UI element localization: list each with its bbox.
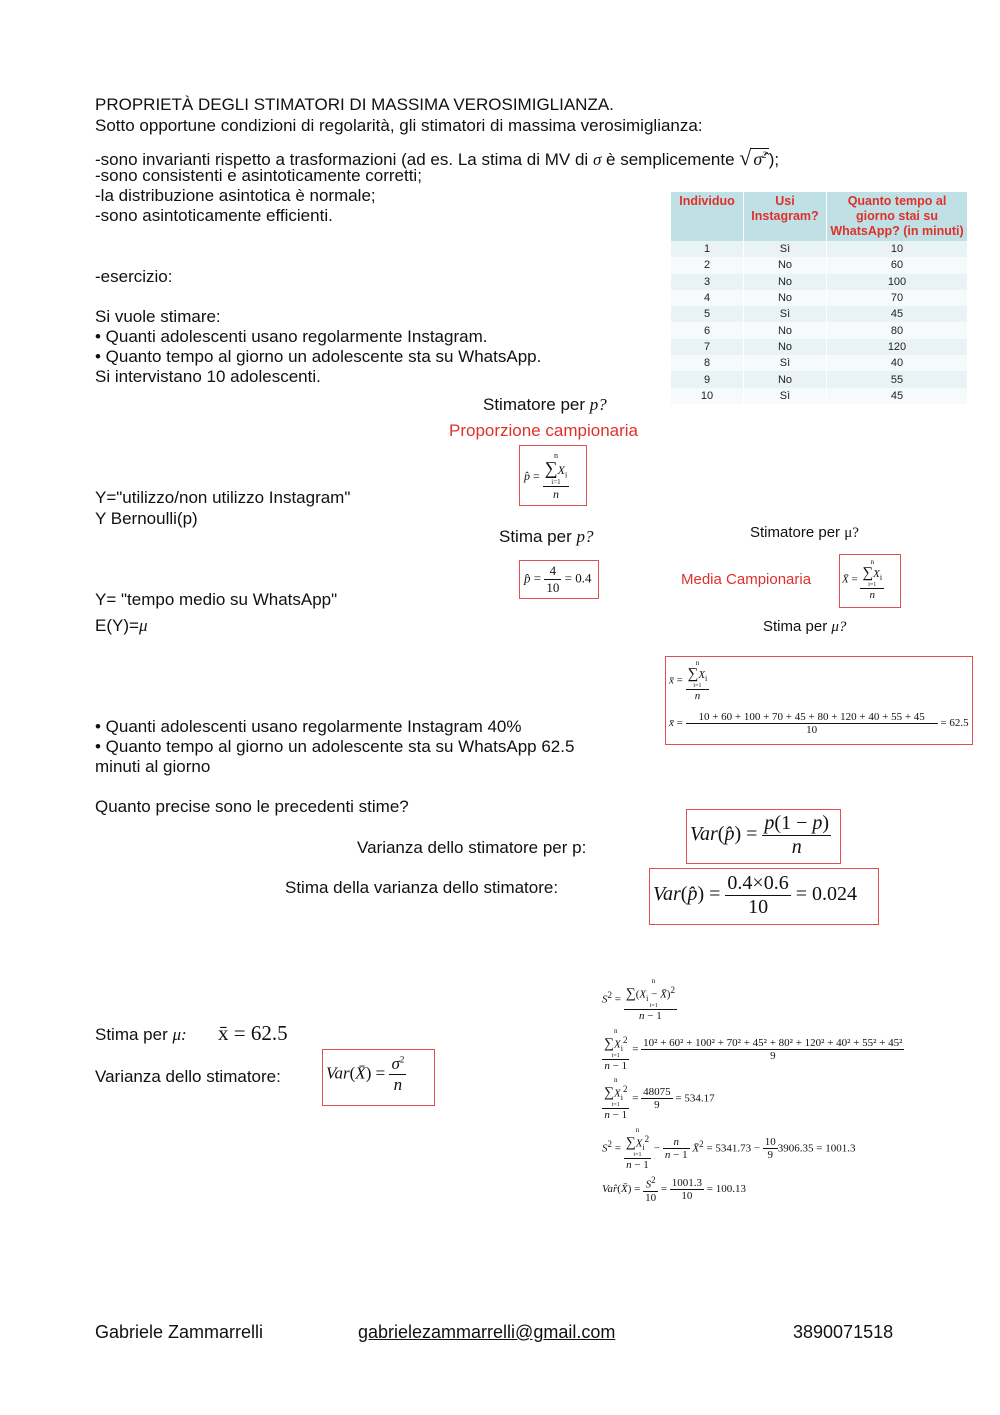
x-bar-den: 10 — [806, 724, 818, 736]
table-header-cell: Individuo — [671, 192, 744, 241]
s2-definition: $S^2$ = n $\sum(X_i$ − X̄)$^2$ i=1 n − 1 — [602, 977, 675, 1022]
var-hat-num: 1001.3 — [671, 1176, 703, 1189]
table-cell: 60 — [827, 257, 968, 273]
answer-2: • Quanto tempo al giorno un adolescente sta su WhatsApp 62.5 — [95, 737, 575, 756]
model-y4-prefix: E(Y)= — [95, 616, 139, 635]
table-header-cell: Quanto tempo al giorno stai su WhatsApp? (in minuti) — [827, 192, 968, 241]
p-hat-formula: p̂ = n $\sum X_i$ i=1 n — [524, 451, 568, 502]
exercise-label: -esercizio: — [95, 267, 173, 286]
model-y1: Y="utilizzo/non utilizzo Instagram" — [95, 488, 351, 507]
p-hat-formula-box — [519, 445, 587, 506]
p-hat-estimate: p̂ = $\frac{4}{10}$ = 0.4 — [524, 563, 592, 595]
table-cell: 2 — [671, 257, 744, 273]
x-bar-formula: X̄ = n $\sum X_i$ i=1 n — [842, 558, 883, 602]
mean-estimate-text: Stima per — [763, 618, 832, 635]
table-cell: 6 — [671, 322, 744, 338]
s2-coef-den: 9 — [767, 1149, 774, 1162]
sqrt-sigma-hat-squared: √ σ̂$^2$ — [739, 145, 767, 170]
mu-symbol: μ — [138, 616, 148, 635]
mu-estimate-value: x̄ = 62.5 — [218, 1021, 288, 1045]
footer-email-link[interactable]: gabrielezammarrelli@gmail.com — [358, 1322, 616, 1342]
table-cell: No — [744, 322, 827, 338]
p-hat-den: 10 — [546, 580, 560, 595]
table-cell: Sì — [744, 306, 827, 322]
table-cell: No — [744, 290, 827, 306]
table-row — [671, 371, 968, 387]
x-bar-formula-box — [839, 554, 901, 608]
table-cell: 10 — [671, 388, 744, 404]
table-cell: 3 — [671, 274, 744, 290]
var-x-bar-box — [322, 1049, 435, 1106]
exercise-bullet-1: • Quanti adolescenti usano regolarmente Instagram. — [95, 327, 488, 346]
s2-mean-sq: 534.17 — [684, 1092, 715, 1105]
mean-estimate-label — [763, 617, 846, 637]
proportion-estimator-text: Stimatore per — [483, 395, 590, 414]
model-y2: Y Bernoulli(p) — [95, 509, 198, 528]
table-cell: Sì — [744, 241, 827, 257]
table-cell: 40 — [827, 355, 968, 371]
p-hat-value: 0.4 — [575, 570, 592, 586]
table-cell: No — [744, 339, 827, 355]
proportion-estimate-label — [499, 527, 593, 547]
table-cell: 45 — [827, 306, 968, 322]
table-row — [671, 306, 968, 322]
s2-value-a: 5341.73 — [715, 1142, 752, 1155]
mean-estimate-var: μ? — [831, 619, 847, 635]
var-estimate-label: Stima della varianza dello stimatore: — [285, 878, 559, 897]
table-cell: 70 — [827, 290, 968, 306]
s2-result: 1001.3 — [825, 1142, 856, 1155]
table-row — [671, 290, 968, 306]
table-cell: 4 — [671, 290, 744, 306]
footer-phone: 3890071518 — [793, 1322, 894, 1342]
var-hat-result: 100.13 — [715, 1182, 746, 1195]
mu-estimate-text: Stima per — [95, 1025, 173, 1044]
table-cell: 100 — [827, 274, 968, 290]
table-row — [671, 322, 968, 338]
table-cell: 9 — [671, 371, 744, 387]
precision-question: Quanto precise sono le precedenti stime? — [95, 797, 409, 816]
table-cell: Sì — [744, 388, 827, 404]
mu-estimate-var: μ: — [172, 1025, 187, 1044]
proportion-estimate-var: p? — [576, 527, 594, 546]
s2-value-b: 3906.35 — [777, 1142, 814, 1155]
s2-computation: $S^2$ = n $\sum X_i^2$ i=1 n − 1 − $\frac{n}{n - 1}$ X̄$^2$ = 5341.73 − $\frac{10}{9}$ 3906.35 = 1001.3 — [602, 1126, 856, 1171]
var-est-num: 0.4×0.6 — [727, 872, 789, 894]
table-cell: 1 — [671, 241, 744, 257]
s2-square-terms: 10² + 60² + 100² + 70² + 45² + 80² + 120² + 40² + 55² + 45² — [643, 1037, 903, 1050]
var-hat-den-1: 10 — [645, 1191, 657, 1204]
intro-line-5: -sono asintoticamente efficienti. — [95, 206, 333, 225]
table-header-row — [671, 192, 968, 241]
answer-3: minuti al giorno — [95, 757, 211, 776]
var-estimator-label: Varianza dello stimatore per p: — [357, 838, 587, 857]
table-cell: 45 — [827, 388, 968, 404]
s2-nine: 9 — [770, 1050, 776, 1063]
table-row — [671, 355, 968, 371]
var-p-hat-box — [686, 809, 841, 864]
intro-line-3: -sono consistenti e asintoticamente corretti; — [95, 166, 422, 185]
table-cell: Sì — [744, 355, 827, 371]
intro-line-1: Sotto opportune condizioni di regolarità, gli stimatori di massima verosimiglianza: — [95, 116, 703, 135]
table-cell: 55 — [827, 371, 968, 387]
proportion-estimator-label — [483, 395, 607, 415]
var-p-hat-formula: Var(p̂) = $\frac{p(1 - p)}{n}$ — [690, 812, 830, 858]
answer-1: • Quanti adolescenti usano regolarmente Instagram 40% — [95, 717, 522, 736]
table-row — [671, 274, 968, 290]
table-cell: No — [744, 274, 827, 290]
var-est-den: 10 — [748, 896, 769, 918]
intro-line-4: -la distribuzione asintotica è normale; — [95, 186, 376, 205]
table-cell: 80 — [827, 322, 968, 338]
sigma-symbol: σ — [592, 150, 602, 169]
x-bar-sum-numerator: 10 + 60 + 100 + 70 + 45 + 80 + 120 + 40 + 55 + 45 — [686, 711, 938, 724]
table-row — [671, 257, 968, 273]
proportion-estimator-var: p? — [589, 395, 607, 414]
mean-estimator-var: μ? — [844, 525, 859, 541]
var-p-hat-estimate-box — [649, 868, 879, 925]
proportion-estimate-text: Stima per — [499, 527, 577, 546]
s2-sum-squares-result: n $\sum X_i^2$ i=1 n − 1 = $\frac{48075}{9}$ = 534.17 — [604, 1076, 715, 1121]
survey-table — [671, 192, 968, 404]
p-hat-num: 4 — [544, 563, 561, 580]
s2-coef-num: 10 — [764, 1136, 776, 1149]
var-hat-x-bar: Var̂(X̄) = $\frac{S^2}{10}$ = $\frac{1001.3}{10}$ = 100.13 — [602, 1175, 746, 1204]
table-cell: 5 — [671, 306, 744, 322]
mu-estimate-label — [95, 1025, 187, 1045]
exercise-interview: Si intervistano 10 adolescenti. — [95, 367, 321, 386]
p-hat-estimate-box — [519, 560, 599, 599]
intro-line-2-suffix: ); — [768, 150, 780, 169]
s2-sum-sq: 48075 — [643, 1086, 671, 1099]
table-row — [671, 241, 968, 257]
var-x-bar-formula: Var(X̄) = $\frac{\sigma^2}{n}$ — [326, 1054, 405, 1094]
var-hat-den-2: 10 — [681, 1189, 693, 1202]
mu-var-label: Varianza dello stimatore: — [95, 1067, 281, 1086]
proportion-name: Proporzione campionaria — [449, 421, 638, 440]
table-cell: No — [744, 371, 827, 387]
x-bar-estimate-box — [665, 656, 973, 745]
exercise-bullet-2: • Quanto tempo al giorno un adolescente sta su WhatsApp. — [95, 347, 542, 366]
s2-sum-squares: n $\sum X_i^2$ i=1 n − 1 = $\frac{\text{10² + 60² + 100² + 70² + 45² + 80² + 120² + 40² + 55² + 45²}}{9}$ — [604, 1027, 903, 1072]
footer-name: Gabriele Zammarrelli — [95, 1322, 264, 1342]
table-cell: 8 — [671, 355, 744, 371]
model-y4 — [95, 616, 147, 636]
var-est-value: 0.024 — [811, 883, 857, 906]
table-row — [671, 339, 968, 355]
x-bar-sum-formula: x̄ = n $\sum X_i$ i=1 n — [669, 659, 708, 703]
x-bar-result: 62.5 — [949, 717, 969, 730]
mean-estimator-text: Stimatore per — [750, 524, 845, 541]
x-bar-numeric-formula: x̄ = $\frac{10 + 60 + 100 + 70 + 45 + 80 + 120 + 40 + 55 + 45}{10}$ = 62.5 — [669, 711, 969, 736]
exercise-want: Si vuole stimare: — [95, 307, 221, 326]
var-p-hat-estimate: Var(p̂) = $\frac{0.4\times 0.6}{10}$ = 0.024 — [653, 872, 857, 918]
table-cell: 120 — [827, 339, 968, 355]
table-cell: No — [744, 257, 827, 273]
mean-estimator-label — [750, 523, 859, 543]
mean-name: Media Campionaria — [681, 571, 812, 588]
intro-line-2-prefix: -sono invarianti rispetto a trasformazioni (ad es. La stima di MV di — [95, 150, 593, 169]
s2-nine-2: 9 — [654, 1099, 660, 1112]
table-cell: 7 — [671, 339, 744, 355]
table-header-cell: Usi Instagram? — [744, 192, 827, 241]
table-cell: 10 — [827, 241, 968, 257]
table-row — [671, 388, 968, 404]
intro-line-2-mid: è semplicemente — [601, 150, 740, 169]
page-heading: PROPRIETÀ DEGLI STIMATORI DI MASSIMA VEROSIMIGLIANZA. — [95, 95, 614, 114]
model-y3: Y= "tempo medio su WhatsApp" — [95, 590, 338, 609]
